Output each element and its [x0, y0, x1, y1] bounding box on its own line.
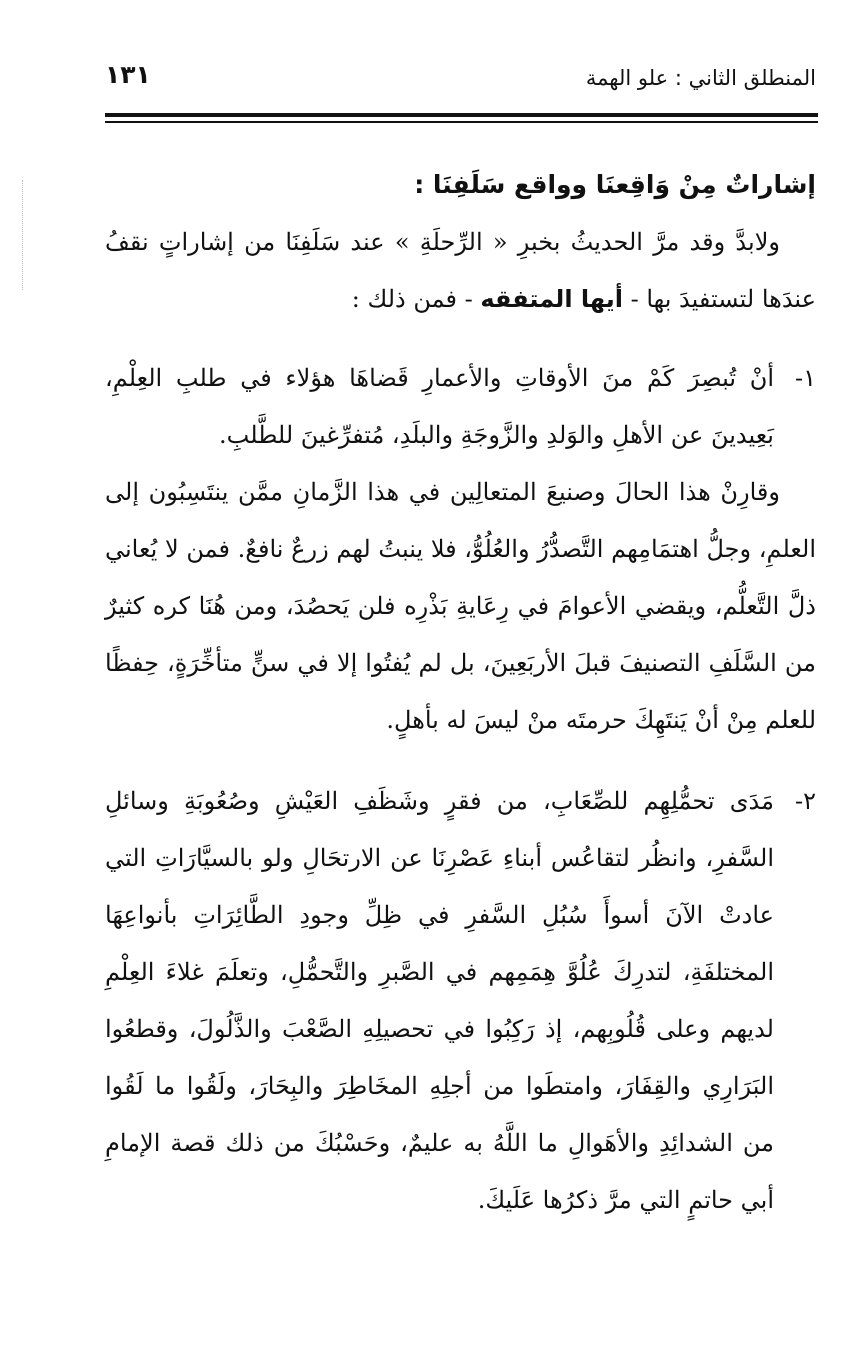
intro-emphasis: أيها المتفقه — [480, 285, 623, 313]
intro-text-after: - فمن ذلك : — [351, 285, 481, 313]
running-title: المنطلق الثاني : علو الهمة — [585, 66, 816, 90]
middle-paragraph: وقارِنْ هذا الحالَ وصنيعَ المتعالِين في هذا الزَّمانِ ممَّن ينتَسِبُون إلى العلمِ، وجلُّ اهتمَامِهم التَّصدُّرُ والعُلُوُّ، فلا ينبتُ لهم زرعٌ نافعٌ. فمن لا يُعاني ذلَّ التَّعلُّم، ويقضي الأعوامَ في رِعَايةِ بَذْرِه فلن يَحصُدَ، ومن هُنَا كره كثيرٌ من السَّلَفِ التصنيفَ قبلَ الأربَعِينَ، بل لم يُفتُوا إلا في سنٍّ متأخِّرَةٍ، حِفظًا للعلم مِنْ أنْ يَنتَهِكَ حرمتَه منْ ليسَ له بأهلٍ. — [105, 478, 816, 734]
header-rule-thin — [105, 121, 818, 123]
list-item-1 — [105, 350, 816, 464]
intro-text-before: ولابدَّ وقد مرَّ الحديثُ بخبرِ « الرِّحلَةِ » عند سَلَفِنَا من إشاراتٍ نقفُ عندَها لتستفيدَ بها - — [105, 228, 816, 313]
list-item-marker: ١- — [795, 364, 816, 392]
section-heading: إشاراتٌ مِنْ وَاقِعنَا وواقع سَلَفِنَا : — [414, 170, 816, 199]
intro-paragraph — [105, 214, 816, 328]
scan-margin-mark — [22, 180, 24, 290]
page-header — [105, 60, 816, 100]
list-item-text: أنْ تُبصِرَ كَمْ منَ الأوقاتِ والأعمارِ قَضاهَا هؤلاء في طلبِ العِلْمِ، بَعِيدينَ عن الأهلِ والوَلدِ والزَّوجَةِ والبلَدِ، مُتفرِّغينَ للطَّلبِ. — [105, 364, 774, 449]
header-rule-thick — [105, 113, 818, 117]
list-item-2 — [105, 773, 816, 1229]
page-content — [105, 160, 816, 1229]
list-item-marker: ٢- — [795, 787, 816, 815]
page-number: ١٣١ — [105, 60, 151, 89]
list-item-text: مَدَى تحمُّلِهِم للصِّعَابِ، من فقرٍ وشَظَفِ العَيْشِ وصُعُوبَةِ وسائلِ السَّفرِ، وانظُر لتقاعُس أبناءِ عَصْرِنَا عن الارتحَالِ ولو بالسيَّارَاتِ التي عادتْ الآنَ أسوأَ سُبُلِ السَّفرِ في ظِلِّ وجودِ الطَّائِرَاتِ بأنواعِهَا المختلفَةِ، لتدرِكَ عُلُوَّ هِمَمِهم في الصَّبرِ والتَّحمُّلِ، وتعلَمَ غلاءَ العِلْمِ لديهم وعلى قُلُوبِهم، إذ رَكِبُوا في تحصيلِهِ الصَّعْبَ والذَّلُولَ، وقطعُوا البَرَارِي والقِفَارَ، وامتطَوا من أجلِهِ المخَاطِرَ والبِحَارَ، ولَقُوا ما لَقُوا من الشدائِدِ والأهَوالِ ما اللَّهُ به عليمٌ، وحَسْبُكَ من ذلك قصة الإمامِ أبي حاتمٍ التي مرَّ ذكرُها عَلَيكَ. — [105, 787, 774, 1214]
